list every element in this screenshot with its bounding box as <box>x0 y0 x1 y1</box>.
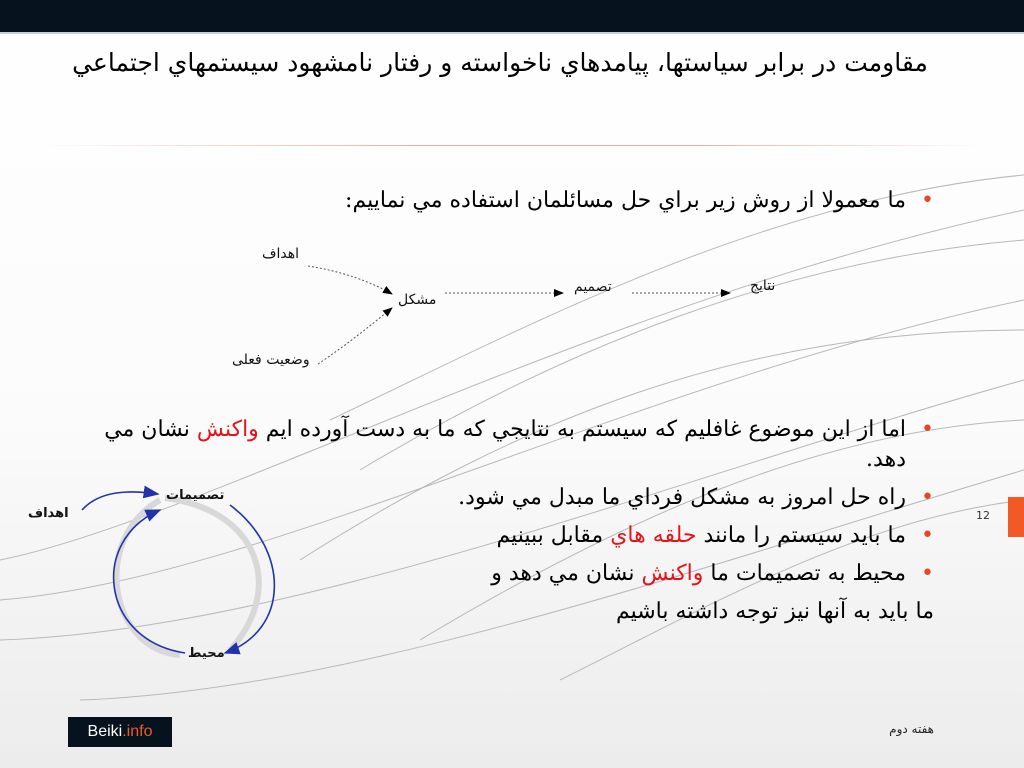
cycle-label-goals: اهداف <box>28 506 69 521</box>
page-number: 12 <box>976 509 990 522</box>
label-current-state: وضعيت فعلى <box>232 352 310 368</box>
page-tab-marker <box>1008 497 1024 537</box>
linear-process-diagram <box>220 236 820 386</box>
footer-week-label: هفته دوم <box>889 722 934 736</box>
bullet-item: • اما از اين موضوع غافليم كه سيستم به نتايجي كه ما به دست آورده ايم واكنش نشان مي دهد. <box>74 415 934 475</box>
brand-logo: Beiki.info <box>68 717 172 747</box>
highlight-reaction: واكنش <box>641 561 704 586</box>
label-decision: تصميم <box>574 279 612 295</box>
loop-arrows <box>20 470 290 670</box>
bullet-item: • محيط به تصميمات ما واكنش نشان مي دهد و <box>74 559 934 589</box>
top-divider <box>0 32 1024 34</box>
slide-title: مقاومت در برابر سياستها، پيامدهاي ناخواسته و رفتار نامشهود سيستمهاي اجتماعي <box>72 48 928 77</box>
intro-bullet-list <box>74 183 934 227</box>
bullet-item: • ما بايد سيستم را مانند حلقه هاي مقابل ببينيم <box>74 521 934 551</box>
closing-line: ما بايد به آنها نيز توجه داشته باشيم <box>615 599 934 624</box>
cycle-label-environment: محيط <box>188 646 225 661</box>
title-underline <box>40 145 980 146</box>
top-bar <box>0 0 1024 32</box>
bullet-intro: • ما معمولا از روش زير براي حل مسائلمان استفاده مي نماييم: <box>74 183 934 219</box>
cycle-label-decisions: تصميمات <box>166 488 225 503</box>
label-goals: اهداف <box>262 246 300 262</box>
label-results: نتايج <box>750 278 776 294</box>
feedback-loop-diagram <box>20 470 290 670</box>
label-problem: مشكل <box>398 292 437 308</box>
bullet-item: • راه حل امروز به مشكل فرداي ما مبدل مي شود. <box>74 483 934 513</box>
linear-arrows <box>220 236 820 386</box>
highlight-loops: حلقه هاي <box>610 523 697 548</box>
highlight-reaction: واكنش <box>196 417 259 442</box>
